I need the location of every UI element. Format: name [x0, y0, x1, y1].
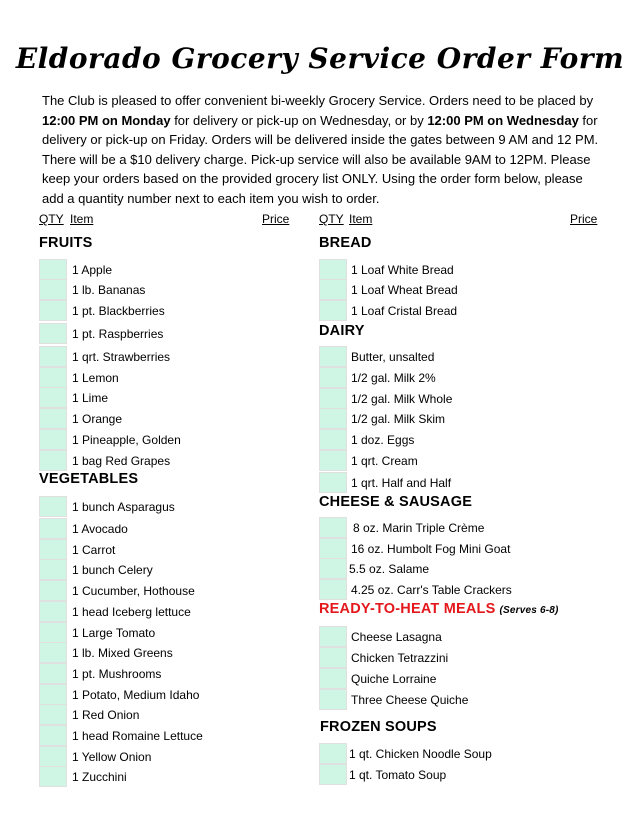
item-name: 1 pt. Blackberries [72, 304, 165, 318]
quantity-input[interactable] [39, 704, 67, 725]
quantity-input[interactable] [319, 472, 347, 493]
item-name: 1 Loaf Cristal Bread [351, 304, 458, 318]
quantity-input[interactable] [39, 642, 67, 663]
quantity-input[interactable] [319, 764, 347, 785]
item-header-right: Item [349, 212, 373, 226]
item-name: 1 pt. Mushrooms [72, 667, 162, 681]
quantity-input[interactable] [39, 346, 67, 367]
page-title: Eldorado Grocery Service Order Form [15, 42, 625, 75]
item-name: 1 head Iceberg lettuce [72, 605, 191, 619]
item-name: 1 Potato, Medium Idaho [72, 688, 200, 702]
item-name: 1 qrt. Cream [351, 454, 418, 468]
item-name: 1 bag Red Grapes [72, 454, 171, 468]
quantity-input[interactable] [39, 746, 67, 767]
quantity-input[interactable] [39, 387, 67, 408]
item-name: 1/2 gal. Milk 2% [351, 371, 436, 385]
item-name: 1 head Romaine Lettuce [72, 729, 203, 743]
section-heading-bread: BREAD [319, 235, 372, 251]
item-name: 1 bunch Celery [72, 563, 153, 577]
item-name: 1 Yellow Onion [72, 750, 152, 764]
quantity-input[interactable] [319, 346, 347, 367]
item-name: 1 qrt. Half and Half [351, 476, 452, 490]
quantity-input[interactable] [319, 558, 347, 579]
quantity-input[interactable] [39, 559, 67, 580]
quantity-input[interactable] [39, 684, 67, 705]
quantity-input[interactable] [319, 743, 347, 764]
quantity-input[interactable] [39, 323, 67, 344]
item-name: 1 bunch Asparagus [72, 500, 175, 514]
quantity-input[interactable] [319, 450, 347, 471]
quantity-input[interactable] [319, 259, 347, 280]
quantity-input[interactable] [39, 580, 67, 601]
item-name: 5.5 oz. Salame [349, 562, 430, 576]
item-name: 1 lb. Mixed Greens [72, 646, 173, 660]
price-header-right: Price [570, 212, 598, 226]
item-name: 1 qrt. Strawberries [72, 350, 171, 364]
item-name: 1/2 gal. Milk Skim [351, 412, 446, 426]
item-name: Three Cheese Quiche [351, 693, 469, 707]
item-name: 1 Lime [72, 391, 109, 405]
item-name: 1 Lemon [72, 371, 119, 385]
item-name: 1 pt. Raspberries [72, 327, 164, 341]
item-name: 1 Red Onion [72, 708, 140, 722]
item-name: 1 Pineapple, Golden [72, 433, 181, 447]
qty-header-left: QTY [39, 212, 64, 226]
quantity-input[interactable] [319, 689, 347, 710]
quantity-input[interactable] [39, 622, 67, 643]
item-name: Cheese Lasagna [351, 630, 442, 644]
item-name: 1 qt. Tomato Soup [349, 768, 447, 782]
quantity-input[interactable] [319, 408, 347, 429]
quantity-input[interactable] [39, 601, 67, 622]
item-name: 1 doz. Eggs [351, 433, 415, 447]
intro-text-3: for delivery or pick-up on Friday. Orders will be delivered inside the gates between 9 AM and 12 PM. There will be a $10 delivery charge. Pick-up service will also be available 9AM to 12PM. Please keep your orders based on the provided grocery list ONLY. Using the order form below, please add a quantity number next to each item you wish to order. [42, 112, 599, 206]
item-name: 1 Carrot [72, 543, 116, 557]
quantity-input[interactable] [319, 367, 347, 388]
quantity-input[interactable] [39, 766, 67, 787]
item-name: Butter, unsalted [351, 350, 435, 364]
section-heading-vegetables: VEGETABLES [39, 471, 139, 487]
quantity-input[interactable] [39, 259, 67, 280]
qty-header-right: QTY [319, 212, 344, 226]
item-name: 4.25 oz. Carr's Table Crackers [351, 583, 512, 597]
intro-text-1: The Club is pleased to offer convenient bi-weekly Grocery Service. Orders need to be placed by [42, 93, 594, 108]
quantity-input[interactable] [319, 388, 347, 409]
item-name: 1 lb. Bananas [72, 283, 146, 297]
section-heading-dairy: DAIRY [319, 323, 365, 339]
quantity-input[interactable] [39, 429, 67, 450]
section-heading-cheese: CHEESE & SAUSAGE [319, 494, 473, 510]
item-name: 1 Loaf Wheat Bread [351, 283, 458, 297]
quantity-input[interactable] [319, 579, 347, 600]
item-name: 1 Zucchini [72, 770, 127, 784]
quantity-input[interactable] [319, 626, 347, 647]
quantity-input[interactable] [39, 725, 67, 746]
quantity-input[interactable] [319, 429, 347, 450]
intro-deadline-wednesday: 12:00 PM on Wednesday [427, 112, 579, 128]
section-heading-fruits: FRUITS [39, 235, 93, 251]
item-name: 1 Avocado [72, 522, 128, 536]
quantity-input[interactable] [319, 517, 347, 538]
item-header-left: Item [70, 212, 94, 226]
item-name: 1 Cucumber, Hothouse [72, 584, 195, 598]
quantity-input[interactable] [39, 367, 67, 388]
item-name: Chicken Tetrazzini [351, 651, 449, 665]
item-name: 1 Orange [72, 412, 123, 426]
item-name: 1 Apple [72, 263, 113, 277]
quantity-input[interactable] [39, 300, 67, 321]
item-name: 1 Loaf White Bread [351, 263, 454, 277]
section-heading-meals [319, 601, 559, 617]
quantity-input[interactable] [319, 538, 347, 559]
quantity-input[interactable] [39, 539, 67, 560]
intro-text-2: for delivery or pick-up on Wednesday, or by [170, 112, 428, 128]
quantity-input[interactable] [319, 647, 347, 668]
quantity-input[interactable] [319, 300, 347, 321]
item-name: 1 qt. Chicken Noodle Soup [349, 747, 492, 761]
item-name: Quiche Lorraine [351, 672, 437, 686]
quantity-input[interactable] [39, 663, 67, 684]
quantity-input[interactable] [39, 518, 67, 539]
quantity-input[interactable] [39, 279, 67, 300]
item-name: 1/2 gal. Milk Whole [351, 392, 453, 406]
quantity-input[interactable] [39, 408, 67, 429]
item-name: 8 oz. Marin Triple Crème [353, 521, 485, 535]
section-heading-soups: FROZEN SOUPS [320, 719, 437, 735]
meals-heading-text: READY-TO-HEAT MEALS [319, 601, 496, 617]
intro-paragraph [42, 91, 602, 209]
quantity-input[interactable] [39, 496, 67, 517]
quantity-input[interactable] [319, 279, 347, 300]
intro-deadline-monday: 12:00 PM on Monday [42, 112, 171, 128]
item-name: 16 oz. Humbolt Fog Mini Goat [351, 542, 511, 556]
item-name: 1 Large Tomato [72, 626, 156, 640]
meals-serves-note: (Serves 6-8) [499, 605, 559, 616]
price-header-left: Price [262, 212, 290, 226]
quantity-input[interactable] [39, 450, 67, 471]
quantity-input[interactable] [319, 668, 347, 689]
